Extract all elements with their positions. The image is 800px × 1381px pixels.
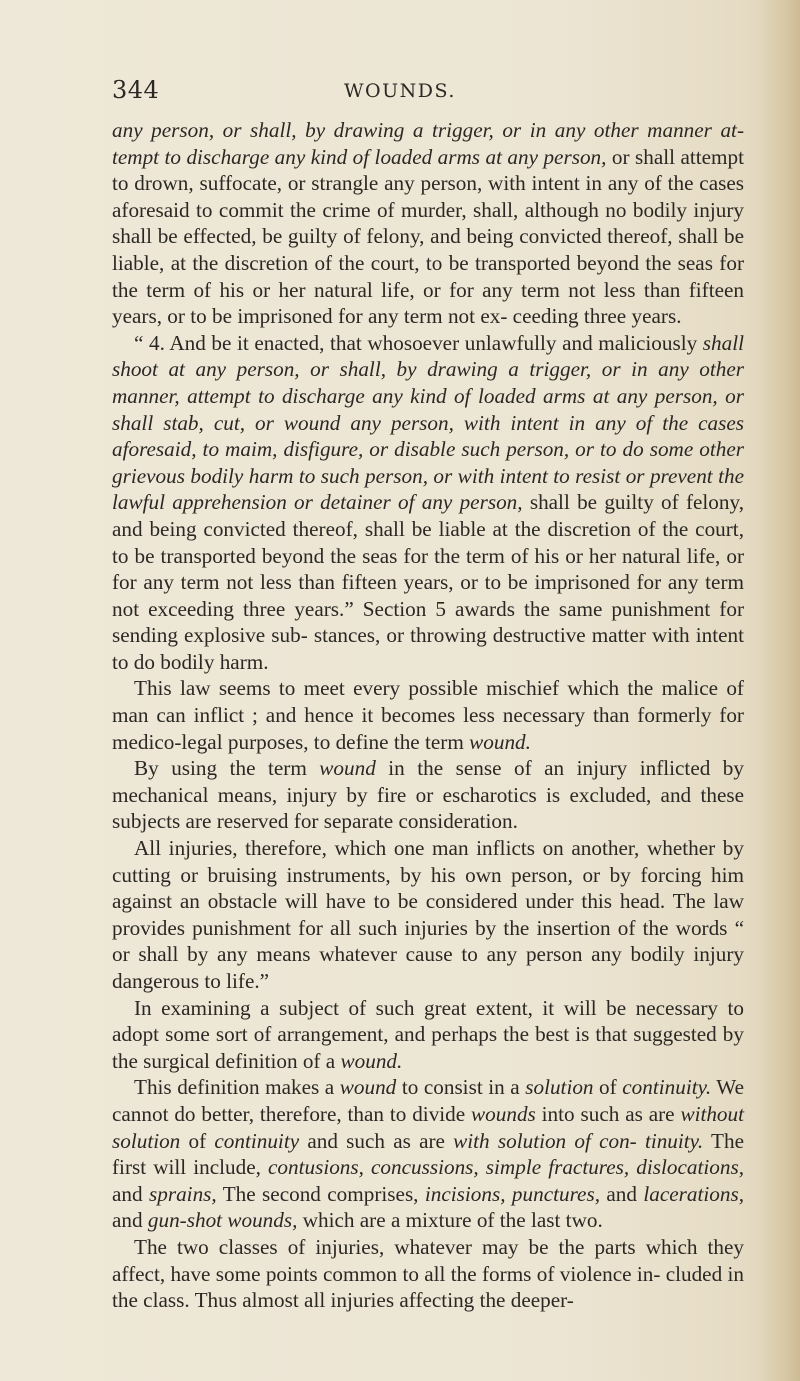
paragraph — [112, 995, 744, 1075]
paragraph — [112, 835, 744, 995]
page-header — [112, 76, 712, 106]
text-run: to consist in a — [396, 1075, 526, 1100]
paragraph — [112, 1234, 744, 1314]
text-run: and — [112, 1181, 149, 1206]
text-run: The second comprises, — [216, 1181, 425, 1206]
paragraph — [112, 117, 744, 330]
italic-text: any person, or shall, by drawing a trigger, or in any other manner at- tempt to discharge any kind of loaded arms at any person, — [112, 118, 744, 169]
text-run: This definition makes a — [134, 1075, 340, 1100]
running-head: WOUNDS. — [344, 80, 456, 102]
text-run: and — [112, 1208, 148, 1233]
text-run: We cannot do better, therefore, than to divide — [112, 1075, 744, 1126]
italic-text: without solution — [112, 1101, 745, 1153]
text-run: In examining a subject of such great extent, it will be necessary to adopt some sort of arrangement, and perhaps the best is that suggested by the surgical definition of a — [112, 995, 744, 1073]
italic-text: gun-shot wounds, — [147, 1208, 298, 1233]
paragraph — [112, 1074, 744, 1234]
italic-text: lacerations, — [643, 1181, 745, 1206]
italic-text: wound — [319, 756, 376, 781]
paragraph — [112, 675, 744, 755]
italic-text: with solution of con- tinuity. — [453, 1128, 704, 1153]
text-run: of — [180, 1128, 215, 1153]
text-run: of — [593, 1075, 623, 1100]
italic-text: solution — [525, 1075, 594, 1100]
italic-text: wounds — [471, 1101, 536, 1126]
text-run: and such as are — [299, 1128, 454, 1153]
text-run: which are a mixture of the last two. — [297, 1208, 603, 1233]
page-edge-shadow — [760, 0, 800, 1381]
text-run: This law seems to meet every possible mischief which the malice of man can inflict ; and hence it becomes less necessary than formerly for medico-legal purposes, to define the term — [112, 676, 744, 754]
text-run: into such as are — [535, 1101, 681, 1126]
italic-text: sprains, — [149, 1181, 217, 1206]
page-number: 344 — [112, 76, 160, 104]
text-run: The two classes of injuries, whatever may be the parts which they affect, have some points common to all the forms of violence in- cluded in the class. Thus almost all injuries affecting the deeper- — [112, 1234, 744, 1313]
italic-text: shall shoot at any person, or shall, by drawing a trigger, or in any other manner, attempt to discharge any kind of loaded arms at any person, or shall stab, cut, or wound any person, with intent in any of the cases aforesaid, to maim, disfigure, or disable such person, or to do some other grievous bodily harm to such person, or with intent to resist or prevent the lawful apprehension or detainer of any person, — [112, 330, 744, 515]
text-run: The first will include, — [112, 1128, 744, 1180]
italic-text: continuity — [214, 1128, 300, 1153]
paragraph — [112, 755, 744, 835]
text-run: All injuries, therefore, which one man inflicts on another, whether by cutting or bruising instruments, by his own person, or by forcing him against an obstacle will have to be considered under this head. The law provides punishment for all such injuries by the insertion of the words “ or shall by any means whatever cause to any person any bodily injury dangerous to life.” — [112, 836, 744, 993]
italic-text: wound. — [340, 1048, 403, 1073]
text-run: and — [600, 1181, 644, 1206]
italic-text: contusions, concussions, simple fractures, dislocations, — [268, 1155, 744, 1180]
italic-text: continuity. — [622, 1075, 712, 1100]
body-text — [112, 117, 744, 1314]
text-run: shall be guilty of felony, and being convicted thereof, shall be liable at the discretion of the court, to be transported beyond the seas for the term of his or her natural life, or for any term not less than fifteen years, or to be imprisoned for any term not exceeding three years.” Section 5 awards the same punishment for sending explosive sub- stances, or throwing destructive matter with intent to do bodily harm. — [112, 490, 744, 674]
paragraph — [112, 330, 744, 676]
text-run: By using the term — [134, 756, 320, 781]
text-run: “ 4. And be it enacted, that whosoever unlawfully and maliciously — [134, 330, 703, 355]
italic-text: incisions, punctures, — [424, 1181, 600, 1206]
italic-text: wound — [339, 1075, 397, 1100]
italic-text: wound. — [469, 729, 531, 754]
text-run: in the sense of an injury inflicted by mechanical means, injury by fire or escharotics is excluded, and these subjects are reserved for separate consideration. — [112, 756, 744, 834]
text-run: or shall attempt to drown, suffocate, or strangle any person, with intent in any of the cases aforesaid to commit the crime of murder, shall, although no bodily injury shall be effected, be guilty of felony, and being convicted thereof, shall be liable, at the discretion of the court, to be transported beyond the seas for the term of his or her natural life, or for any term not less than fifteen years, or to be imprisoned for any term not ex- ceeding three years. — [112, 144, 744, 329]
